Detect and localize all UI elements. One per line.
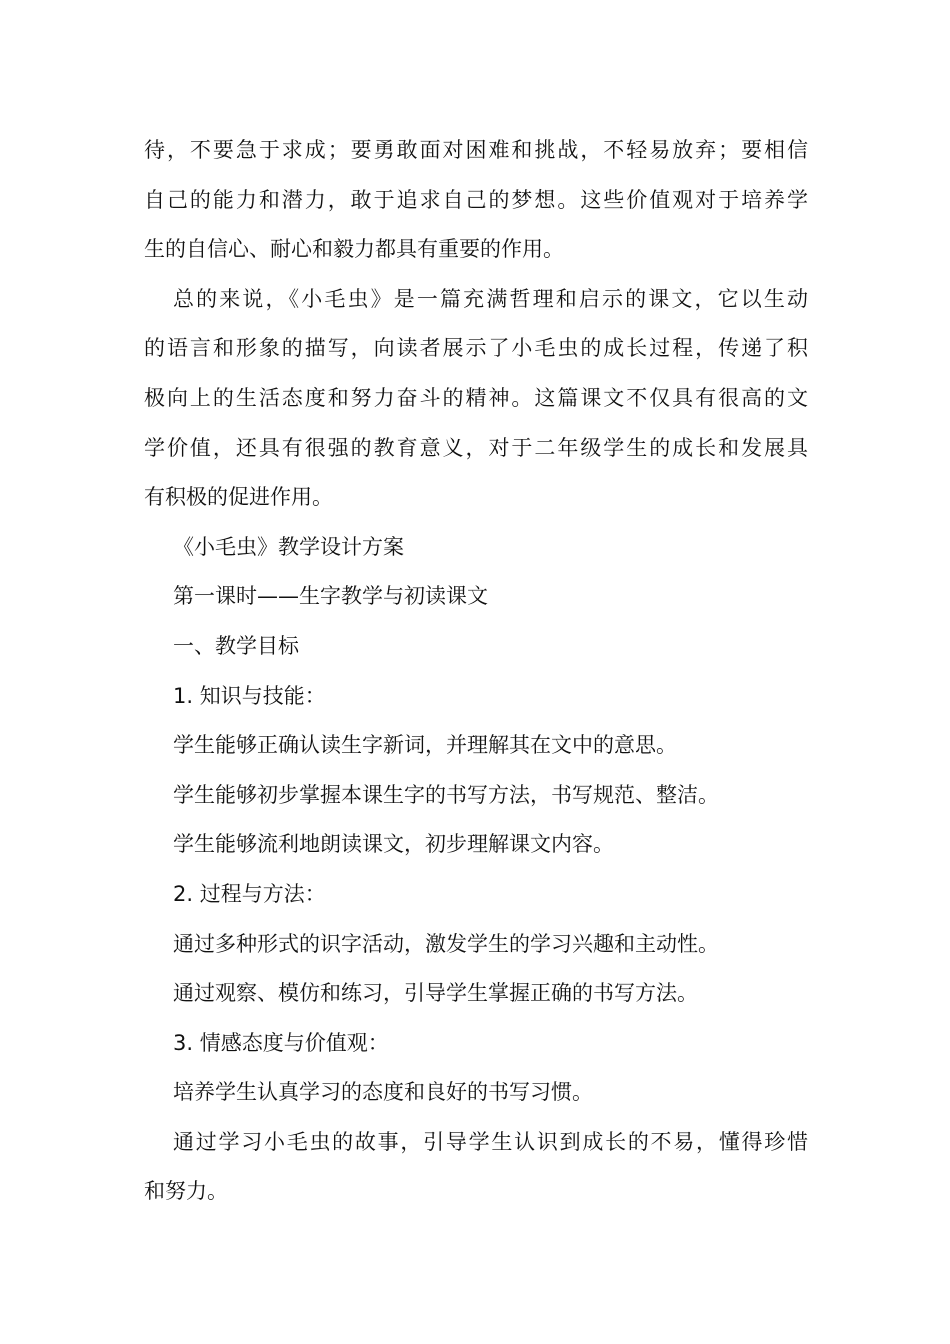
text-line: 生的自信心、耐心和毅力都具有重要的作用。	[144, 237, 564, 262]
goal-item: 学生能够初步掌握本课生字的书写方法，书写规范、整洁。	[173, 782, 719, 807]
document-body	[144, 126, 808, 1217]
goal-item: 通过多种形式的识字活动，激发学生的学习兴趣和主动性。	[173, 931, 719, 956]
text-line: 的语言和形象的描写，向读者展示了小毛虫的成长过程，传递了积	[144, 336, 808, 361]
goal-item: 培养学生认真学习的态度和良好的书写习惯。	[173, 1080, 593, 1105]
text-line: 学价值，还具有很强的教育意义，对于二年级学生的成长和发展具	[144, 435, 808, 460]
paragraph-final	[144, 1118, 808, 1217]
text-line: 待，不要急于求成；要勇敢面对困难和挑战，不轻易放弃；要相信	[144, 138, 808, 162]
paragraph-values	[144, 126, 808, 275]
text-line: 和努力。	[144, 1179, 228, 1204]
plan-title: 《小毛虫》教学设计方案	[173, 534, 404, 559]
goal-item: 学生能够流利地朗读课文，初步理解课文内容。	[173, 832, 614, 857]
goal-item: 通过观察、模仿和练习，引导学生掌握正确的书写方法。	[173, 981, 698, 1006]
paragraph-summary	[144, 275, 808, 523]
text-line: 通过学习小毛虫的故事，引导学生认识到成长的不易，懂得珍惜	[173, 1129, 808, 1154]
text-line: 总的来说，《小毛虫》是一篇充满哲理和启示的课文，它以生动	[173, 286, 808, 311]
goal-heading-knowledge: 1. 知识与技能：	[173, 683, 326, 708]
text-line: 有积极的促进作用。	[144, 485, 333, 510]
lesson-title: 第一课时——生字教学与初读课文	[173, 584, 488, 609]
goal-item: 学生能够正确认读生字新词，并理解其在文中的意思。	[173, 733, 677, 758]
text-line: 自己的能力和潜力，敢于追求自己的梦想。这些价值观对于培养学	[144, 187, 808, 212]
section-title: 一、教学目标	[173, 633, 299, 658]
goal-heading-values: 3. 情感态度与价值观：	[173, 1030, 389, 1055]
text-line: 极向上的生活态度和努力奋斗的精神。这篇课文不仅具有很高的文	[144, 385, 808, 410]
goal-heading-process: 2. 过程与方法：	[173, 881, 326, 906]
